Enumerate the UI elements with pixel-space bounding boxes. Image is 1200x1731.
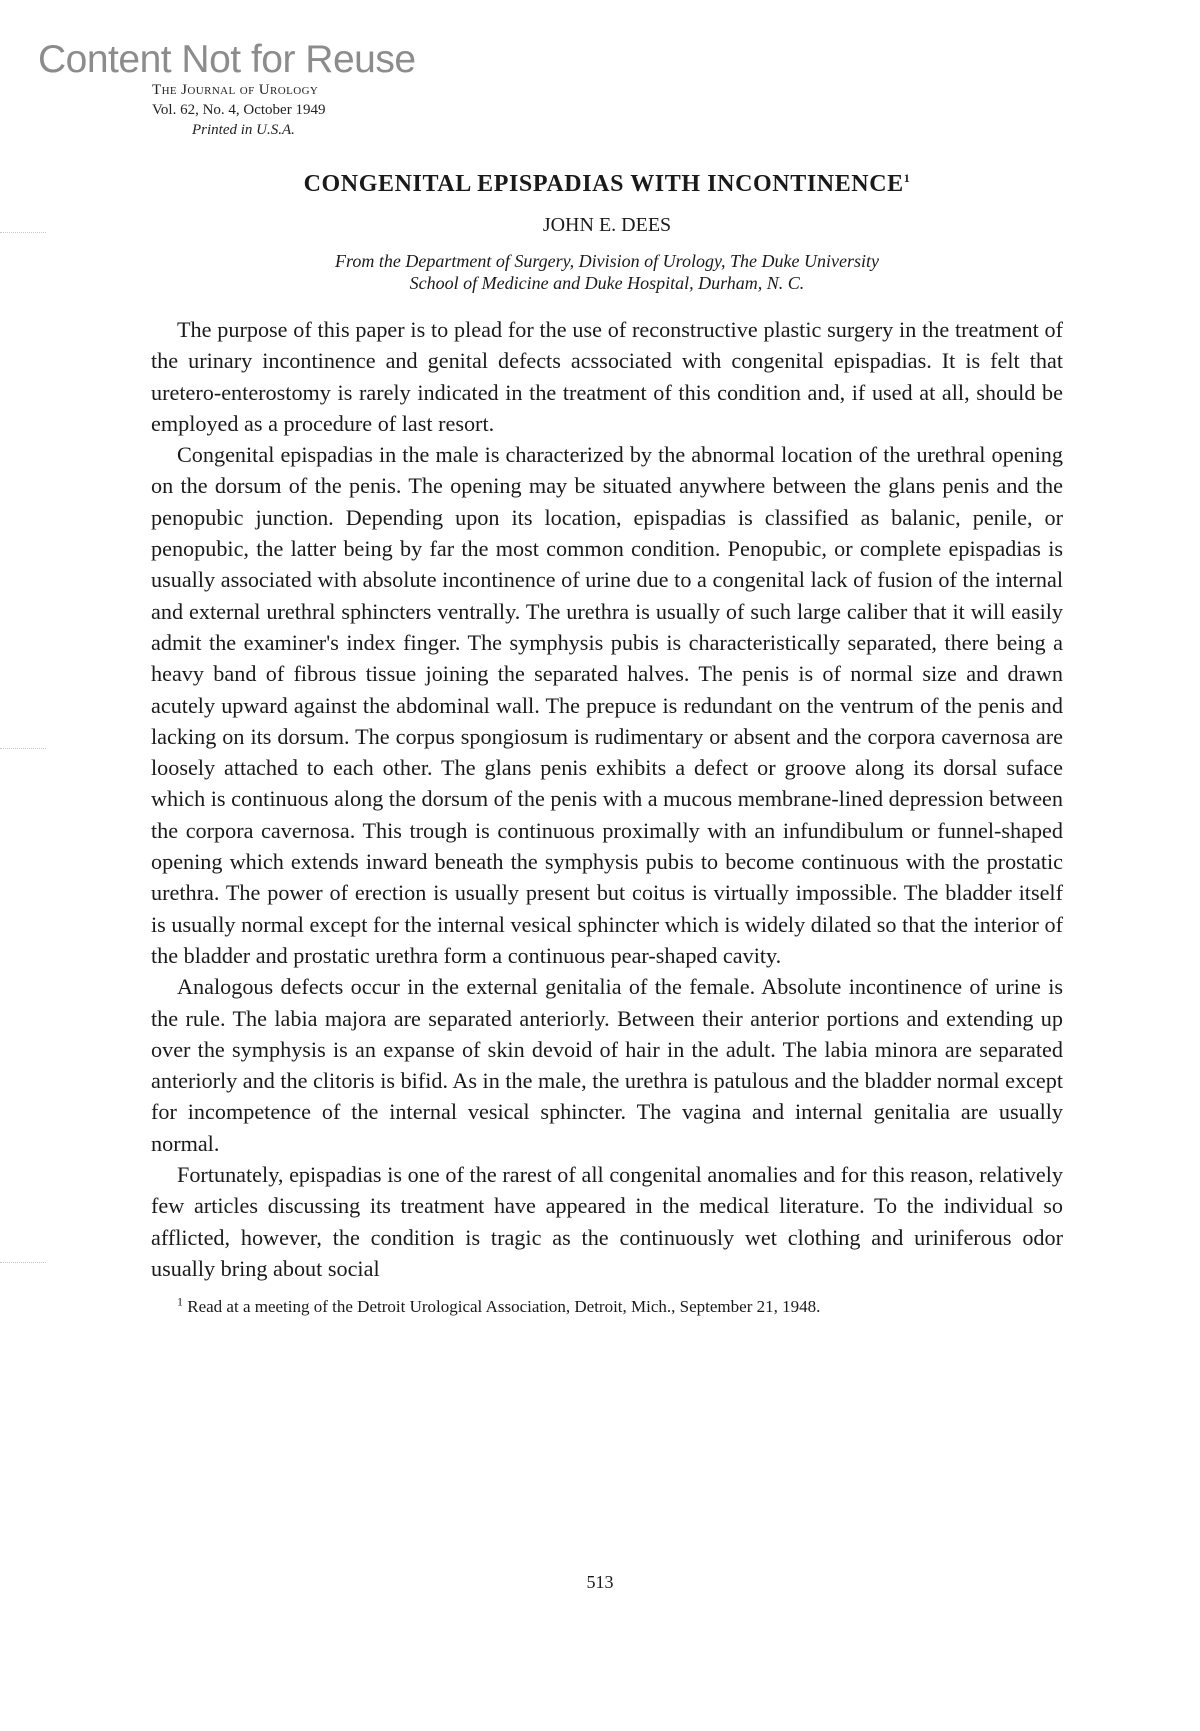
journal-header <box>152 80 325 140</box>
printed-note: Printed in U.S.A. <box>192 122 295 138</box>
margin-mark <box>0 1262 46 1263</box>
body-paragraph: Congenital epispadias in the male is characterized by the abnormal location of the urethral opening on the dorsum of the penis. The opening may be situated anywhere between the glans penis and the penopubic junction. Depending upon its location, epispadias is classified as balanic, penile, or penopubic, the latter being by far the most common condition. Penopubic, or complete epispadias is usually associated with absolute incontinence of urine due to a congenital lack of fusion of the internal and external urethral sphincters ventrally. The urethra is usually of such large caliber that it will easily admit the examiner's index finger. The symphysis pubis is characteristically separated, there being a heavy band of fibrous tissue joining the separated halves. The penis is of normal size and drawn acutely upward against the abdominal wall. The prepuce is redundant on the ventrum of the penis and lacking on its dorsum. The corpus spongiosum is rudimentary or absent and the corpora cavernosa are loosely attached to each other. The glans penis exhibits a defect or groove along its dorsal suface which is continuous along the dorsum of the penis with a mucous membrane-lined depression between the corpora cavernosa. This trough is continuous proximally with an infundibulum or funnel-shaped opening which extends inward beneath the symphysis pubis to become continuous with the prostatic urethra. The power of erection is usually present but coitus is virtually impossible. The bladder itself is usually normal except for the internal vesical sphincter which is widely dilated so that the interior of the bladder and prostatic urethra form a continuous pear-shaped cavity. <box>151 442 1063 968</box>
watermark: Content Not for Reuse <box>38 38 416 81</box>
article-title-text: CONGENITAL EPISPADIAS WITH INCONTINENCE <box>303 171 904 197</box>
footnote-text: Read at a meeting of the Detroit Urological Association, Detroit, Mich., September 21, 1948. <box>187 1297 821 1317</box>
footnote-mark: 1 <box>177 1294 183 1309</box>
affiliation-line: School of Medicine and Duke Hospital, Durham, N. C. <box>409 273 805 293</box>
article-title <box>151 168 1063 200</box>
footnote <box>151 1296 1063 1317</box>
article-content <box>151 168 1063 1317</box>
affiliation-line: From the Department of Surgery, Division of Urology, The Duke University <box>335 251 879 271</box>
body-paragraph: Analogous defects occur in the external genitalia of the female. Absolute incontinence of urine is the rule. The labia majora are separated anteriorly. Between their anterior portions and extending up over the symphysis is an expanse of skin devoid of hair in the adult. The labia minora are separated anteriorly and the clitoris is bifid. As in the male, the urethra is patulous and the bladder normal except for incompetence of the internal vesical sphincter. The vagina and internal genitalia are usually normal. <box>151 974 1063 1156</box>
body-paragraph: Fortunately, epispadias is one of the rarest of all congenital anomalies and for this reason, relatively few articles discussing its treatment have appeared in the medical literature. To the individual so afflicted, however, the condition is tragic as the continuously wet clothing and uriniferous odor usually bring about social <box>151 1162 1063 1281</box>
article-body <box>151 314 1063 1284</box>
journal-name: The Journal of Urology <box>152 82 319 98</box>
page-number: 513 <box>586 1572 614 1592</box>
margin-mark <box>0 748 46 749</box>
title-footnote-mark: 1 <box>903 171 911 185</box>
margin-mark <box>0 232 46 233</box>
article-author: JOHN E. DEES <box>542 214 672 236</box>
body-paragraph: The purpose of this paper is to plead for the use of reconstructive plastic surgery in the treatment of the urinary incontinence and genital defects acssociated with congenital epispadias. It is felt that uretero-enterostomy is rarely indicated in the treatment of this condition and, if used at all, should be employed as a procedure of last resort. <box>151 317 1063 436</box>
journal-issue: Vol. 62, No. 4, October 1949 <box>152 102 326 118</box>
article-affiliation <box>211 250 1003 294</box>
